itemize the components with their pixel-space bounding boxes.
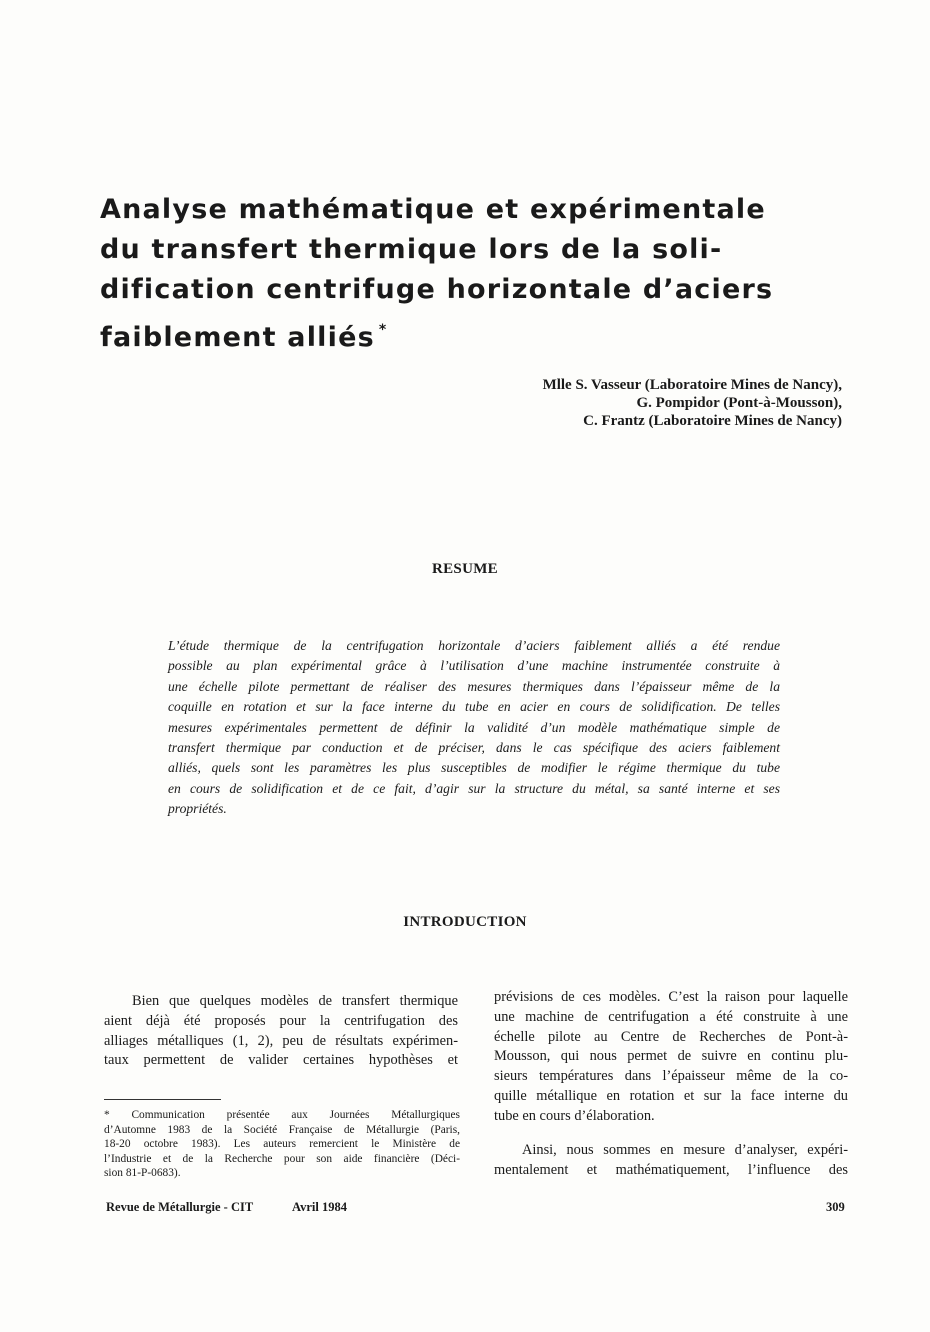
introduction-right-column xyxy=(494,988,848,1127)
body-line: aient déjà été proposés pour la centrifugation des xyxy=(104,1012,458,1029)
abstract-line: coquille en rotation et sur la face interne du tube en acier en cours de solidification. De telles xyxy=(168,699,780,715)
body-line: quille métallique en rotation et sur la face interne du xyxy=(494,1087,848,1104)
body-line: Bien que quelques modèles de transfert thermique xyxy=(132,993,458,1009)
page-number: 309 xyxy=(826,1200,845,1214)
introduction-left-column xyxy=(104,992,458,1071)
body-line: une machine de centrifugation a été construite à une xyxy=(494,1008,848,1025)
footnote-line: l’Industrie et de la Recherche pour son aide financière (Déci- xyxy=(104,1152,460,1165)
body-line: alliages métalliques (1, 2), peu de résultats expérimen- xyxy=(104,1032,458,1049)
body-line: sieurs températures dans l’épaisseur même de la co- xyxy=(494,1068,848,1085)
body-line: mentalement et mathématiquement, l’influence des xyxy=(494,1161,848,1178)
resume-heading: RESUME xyxy=(432,561,498,577)
abstract-line: possible au plan expérimental grâce à l’utilisation d’une machine instrumentée construite à xyxy=(168,658,780,674)
title-line: du transfert thermique lors de la soli- xyxy=(100,234,723,265)
author-line: G. Pompidor (Pont-à-Mousson), xyxy=(636,395,842,411)
journal-name: Revue de Métallurgie - CIT xyxy=(106,1200,254,1214)
body-line: prévisions de ces modèles. C’est la raison pour laquelle xyxy=(494,989,848,1005)
footnote-line: 18-20 octobre 1983). Les auteurs remercient le Ministère de xyxy=(104,1138,460,1151)
title-line: Analyse mathématique et expérimentale xyxy=(100,194,766,225)
footnote xyxy=(104,1108,460,1181)
body-line: Ainsi, nous sommes en mesure d’analyser, expéri- xyxy=(522,1142,848,1158)
abstract-text xyxy=(168,636,780,820)
introduction-heading: INTRODUCTION xyxy=(403,914,527,930)
body-line: taux permettent de valider certaines hypothèses et xyxy=(104,1052,458,1069)
title-line xyxy=(100,310,800,358)
footnote-line: sion 81-P-0683). xyxy=(104,1167,181,1180)
author-line: Mlle S. Vasseur (Laboratoire Mines de Nancy), xyxy=(542,377,842,393)
article-title xyxy=(100,190,800,358)
abstract-line: mesures expérimentales permettent de définir la validité d’un modèle mathématique simple de xyxy=(168,719,780,735)
body-line: tube en cours d’élaboration. xyxy=(494,1107,655,1124)
body-line: échelle pilote au Centre de Recherches de Pont-à- xyxy=(494,1028,848,1045)
authors-block xyxy=(422,376,842,430)
footnote-line: d’Automne 1983 de la Société Française de Métallurgie (Paris, xyxy=(104,1123,460,1136)
author-line: C. Frantz (Laboratoire Mines de Nancy) xyxy=(583,413,842,429)
abstract-line: propriétés. xyxy=(168,801,227,817)
title-line: dification centrifuge horizontale d’aciers xyxy=(100,274,774,305)
issue-date: Avril 1984 xyxy=(292,1200,347,1214)
abstract-line: alliés, quels sont les paramètres les plus susceptibles de modifier le régime thermique du tube xyxy=(168,760,780,776)
abstract-line: en cours de solidification et de ce fait, d’agir sur la structure du métal, sa santé interne et ses xyxy=(168,780,780,796)
footnote-line: * Communication présentée aux Journées Métallurgiques xyxy=(104,1109,460,1121)
introduction-right-paragraph-2 xyxy=(494,1141,848,1181)
title-line-text: faiblement alliés xyxy=(100,322,375,353)
title-footnote-mark: * xyxy=(378,322,388,338)
footnote-divider xyxy=(104,1099,221,1100)
abstract-line: L’étude thermique de la centrifugation horizontale d’aciers faiblement alliés a été rendue xyxy=(168,638,780,653)
abstract-line: transfert thermique par conduction et de préciser, dans le cas spécifique des aciers faiblement xyxy=(168,740,780,756)
body-line: Mousson, qui nous permet de suivre en continu plu- xyxy=(494,1048,848,1065)
abstract-line: une échelle pilote permettant de réaliser des mesures thermiques dans l’épaisseur même de la xyxy=(168,678,780,694)
